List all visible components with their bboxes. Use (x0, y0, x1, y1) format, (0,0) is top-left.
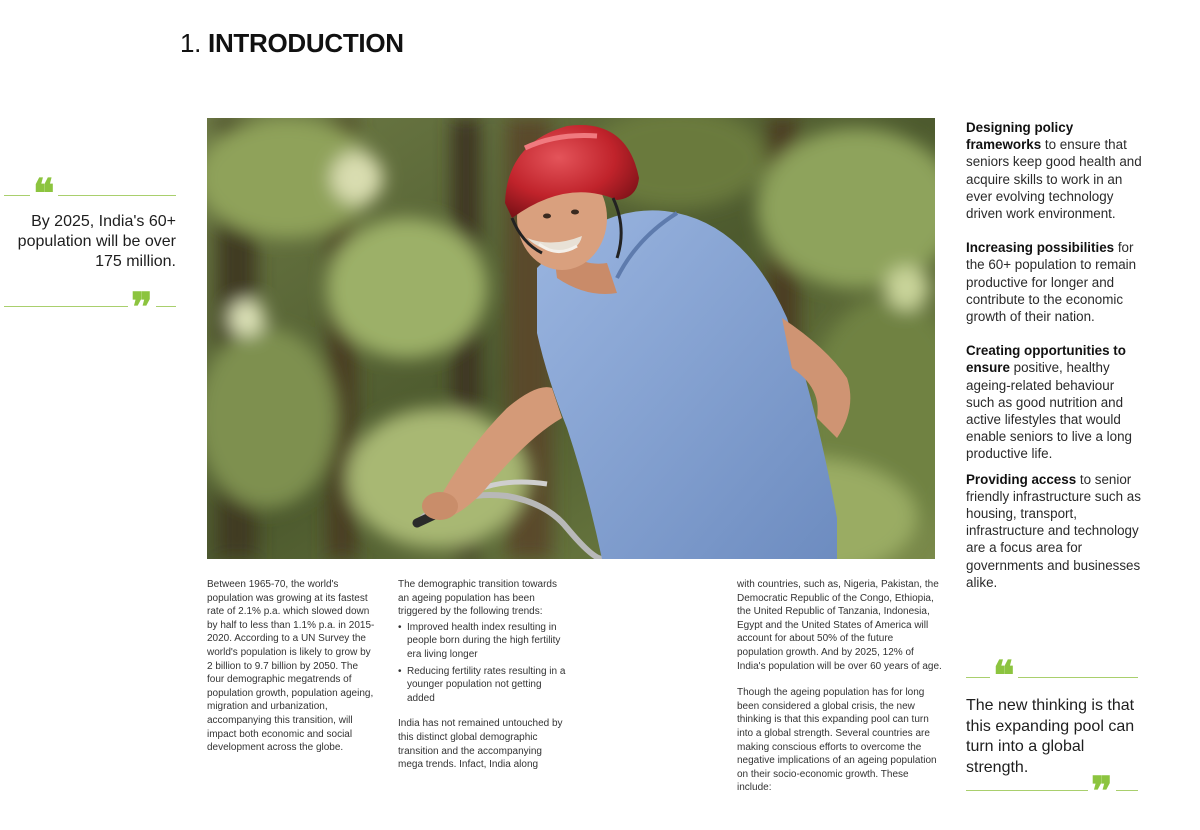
strategy-heading: Designing policy frameworks (966, 120, 1074, 153)
strategy-text: to senior friendly infrastructure such as housing, transport, infrastructure and technology are a focus area for governments and businesses alike. (966, 471, 1141, 590)
strategy-text: positive, healthy ageing-related behaviour such as good nutrition and active lifestyles that would enable seniors to live a long productive life. (966, 360, 1133, 462)
open-quote-icon: ❝ (990, 656, 1018, 696)
pull-quote-text: The new thinking is that this expanding pool can turn into a global strength. (966, 697, 1135, 776)
body-column-3 (737, 578, 942, 808)
section-title: INTRODUCTION (208, 28, 404, 58)
body-paragraph: India has not remained untouched by this distinct global demographic transition and the accompanying mega trends. Infact, India along (398, 718, 563, 771)
body-paragraph: The demographic transition towards an ageing population has been triggered by the following trends: (398, 579, 557, 618)
strategy-heading: Creating opportunities to ensure (966, 343, 1126, 376)
right-column (966, 119, 1144, 608)
body-paragraph: Though the ageing population has for long been considered a global crisis, the new thinking is that this expanding pool can turn into a global strength. Several countries are making conscious efforts to overcome the negative implications of an ageing population on their socio-economic growth. These include: (737, 687, 937, 794)
close-quote-icon: ❞ (128, 288, 156, 328)
pull-quote-right (966, 652, 1138, 815)
strategy-text: for the 60+ population to remain productive for longer and contribute to the economic growth of their nation. (966, 240, 1137, 325)
trend-list (398, 621, 566, 706)
body-column-1 (207, 578, 375, 768)
close-quote-icon: ❞ (1088, 772, 1116, 812)
body-paragraph: Between 1965-70, the world's population was growing at its fastest rate of 2.1% p.a. which slowed down by half to less than 1.1% p.a. in 2015-2020. According to a UN Survey the world's population is likely to grow by 2 billion to 9.7 billion by 2050. The four demographic megatrends of population growth, population ageing, migration and urbanization, accompanying this transition, will impact both economic and social development across the globe. (207, 579, 375, 754)
photo-icon (207, 118, 935, 559)
list-item: • Reducing fertility rates resulting in a younger population not getting added (398, 665, 566, 706)
open-quote-icon: ❝ (30, 174, 58, 214)
strategy-item (966, 119, 1144, 222)
strategy-heading: Increasing possibilities (966, 240, 1115, 256)
strategy-heading: Providing access (966, 471, 1077, 487)
strategy-item (966, 342, 1144, 462)
list-item: • Improved health index resulting in people born during the high fertility era living longer (398, 621, 566, 662)
section-number: 1. (180, 28, 202, 58)
pull-quote-text: By 2025, India's 60+ population will be over 175 million. (17, 213, 176, 270)
strategy-text: to ensure that seniors keep good health and acquire skills to work in an ever evolving technology driven work environment. (966, 137, 1142, 222)
strategy-item (966, 239, 1144, 325)
hero-photo (207, 118, 935, 559)
body-paragraph: with countries, such as, Nigeria, Pakistan, the Democratic Republic of the Congo, Ethiopia, the United Republic of Tanzania, Indonesia, Egypt and the United States of America will account for about 50% of the future population growth. And by 2025, 12% of India's population will be over 60 years of age. (737, 579, 942, 672)
page-title (180, 28, 404, 59)
strategy-item (966, 471, 1144, 591)
body-column-2 (398, 578, 566, 785)
